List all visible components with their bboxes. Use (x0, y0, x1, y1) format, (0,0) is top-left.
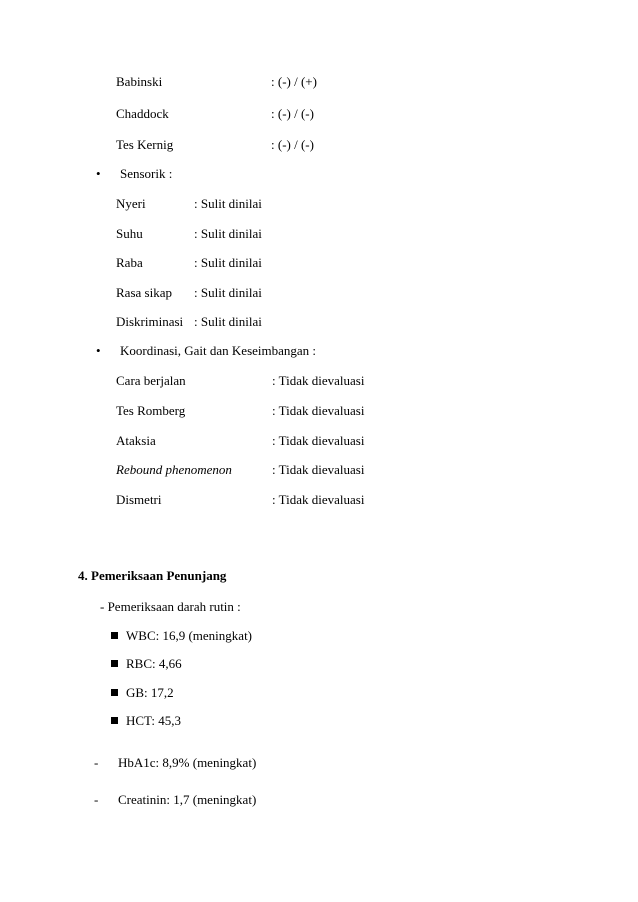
sensorik-value-raba: : Sulit dinilai (194, 255, 262, 270)
koordinasi-value-rebound: : Tidak dievaluasi (272, 462, 365, 477)
sensorik-value-nyeri: : Sulit dinilai (194, 196, 262, 211)
sensorik-label-raba: Raba (116, 255, 143, 270)
reflex-value-babinski: : (-) / (+) (271, 74, 317, 89)
square-bullet-icon (111, 717, 118, 724)
penunjang-heading: 4. Pemeriksaan Penunjang (78, 568, 227, 583)
sensorik-label-suhu: Suhu (116, 226, 143, 241)
koordinasi-value-cara-berjalan: : Tidak dievaluasi (272, 373, 365, 388)
sensorik-label-rasa-sikap: Rasa sikap (116, 285, 172, 300)
reflex-value-chaddock: : (-) / (-) (271, 106, 314, 121)
koordinasi-value-tes-romberg: : Tidak dievaluasi (272, 403, 365, 418)
reflex-label-kernig: Tes Kernig (116, 137, 174, 152)
koordinasi-label-dismetri: Dismetri (116, 492, 162, 507)
koordinasi-bullet: • (96, 343, 101, 358)
lab-wbc: WBC: 16,9 (meningkat) (126, 628, 253, 643)
reflex-label-chaddock: Chaddock (116, 106, 169, 121)
koordinasi-label-rebound: Rebound phenomenon (116, 462, 232, 477)
koordinasi-heading: Koordinasi, Gait dan Keseimbangan : (120, 343, 317, 358)
square-bullet-icon (111, 632, 118, 639)
koordinasi-label-tes-romberg: Tes Romberg (116, 403, 186, 418)
sensorik-value-diskriminasi: : Sulit dinilai (194, 314, 262, 329)
koordinasi-label-cara-berjalan: Cara berjalan (116, 373, 186, 388)
lab-gb: GB: 17,2 (126, 685, 174, 700)
lab-creatinin: Creatinin: 1,7 (meningkat) (118, 792, 257, 807)
lab-hct: HCT: 45,3 (126, 713, 181, 728)
sensorik-value-suhu: : Sulit dinilai (194, 226, 262, 241)
sensorik-value-rasa-sikap: : Sulit dinilai (194, 285, 262, 300)
square-bullet-icon (111, 689, 118, 696)
lab-rbc: RBC: 4,66 (126, 656, 182, 671)
reflex-value-kernig: : (-) / (-) (271, 137, 314, 152)
reflex-label-babinski: Babinski (116, 74, 163, 89)
sensorik-label-nyeri: Nyeri (116, 196, 146, 211)
darah-rutin-heading: - Pemeriksaan darah rutin : (100, 599, 241, 614)
sensorik-heading: Sensorik : (120, 166, 173, 181)
sensorik-label-diskriminasi: Diskriminasi (116, 314, 184, 329)
sensorik-bullet: • (96, 166, 101, 181)
koordinasi-label-ataksia: Ataksia (116, 433, 156, 448)
dash-marker: - (94, 792, 99, 807)
dash-marker: - (94, 755, 99, 770)
koordinasi-value-dismetri: : Tidak dievaluasi (272, 492, 365, 507)
lab-hba1c: HbA1c: 8,9% (meningkat) (118, 755, 257, 770)
square-bullet-icon (111, 660, 118, 667)
koordinasi-value-ataksia: : Tidak dievaluasi (272, 433, 365, 448)
